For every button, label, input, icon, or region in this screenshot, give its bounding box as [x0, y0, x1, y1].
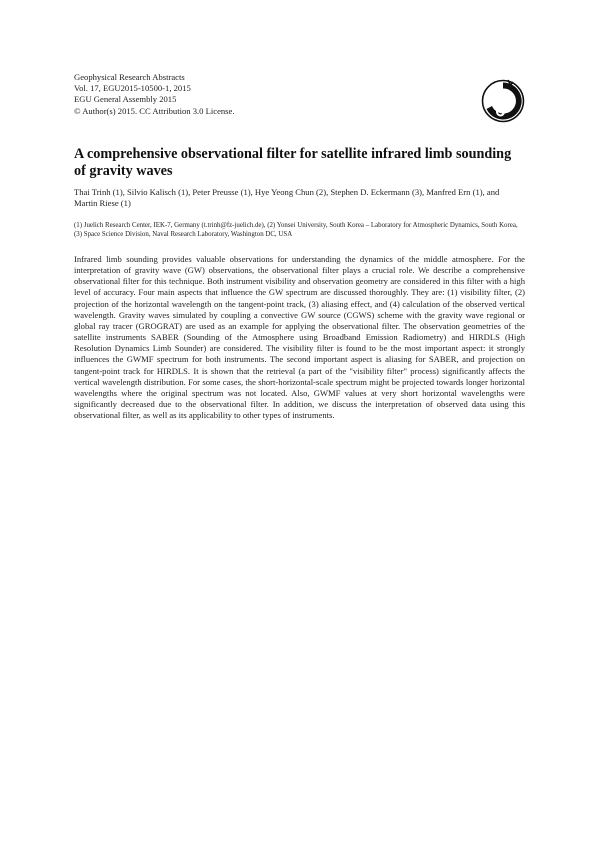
affiliation-list: (1) Juelich Research Center, IEK-7, Germany (t.trinh@fz-juelich.de), (2) Yonsei University, South Korea – Laboratory for Atmospheric Dynamics, South Korea, (3) Space Science Division, Naval Research Laboratory, Washington DC, USA — [74, 222, 518, 239]
journal-name: Geophysical Research Abstracts — [74, 72, 185, 82]
volume-info: Vol. 17, EGU2015-10500-1, 2015 — [74, 83, 191, 94]
author-list: Thai Trinh (1), Silvio Kalisch (1), Peter Preusse (1), Hye Yeong Chun (2), Stephen D. Eckermann (3), Manfred Ern (1), and Martin Riese (1) — [74, 187, 500, 209]
assembly-name: EGU General Assembly 2015 — [74, 94, 177, 105]
license-line: © Author(s) 2015. CC Attribution 3.0 License. — [74, 105, 235, 116]
abstract-text: Infrared limb sounding provides valuable observations for understanding the dynamics of the middle atmosphere. For the interpretation of gravity wave (GW) observations, the observational filter plays a crucial role. We describe a comprehensive observational filter for this technique. Both instrument visibility and observation geometry are considered in this filter with a high level of accuracy. Four main aspects that influence the GW spectrum are discussed thoroughly. They are: (1) visibility filter, (2) projection of the horizontal wavelength on the tangent-point track, (3) aliasing effect, and (4) calculation of the observed vertical wavelength. Gravity waves simulated by coupling a convective GW source (CGWS) scheme with the gravity wave regional or global ray tracer (GROGRAT) are used as an example for applying the observational filter. The observation geometries of the satellite instruments SABER (Sounding of the Atmosphere using Broadband Emission Radiometry) and HIRDLS (High Resolution Dynamics Limb Sounder) are considered. The visibility filter is found to be the most important aspect: it strongly influences the GWMF spectrum for both instruments. The second important aspect is aliasing for SABER, and projection on tangent-point track for HIRDLS. It is shown that the retrieval (a part of the "visibility filter" process) significantly affects the vertical wavelength distribution. For some cases, the short-horizontal-scale spectrum might be projected towards longer horizontal wavelengths where the original spectrum was not located. Also, GWMF values at very short horizontal wavelengths were significantly decreased due to the observational filter. In addition, we discuss the interpretation of observed data using this observational filter, as well as its applicability to other types of instruments. — [74, 254, 525, 421]
egu-logo-icon — [480, 78, 526, 124]
paper-title: A comprehensive observational filter for satellite infrared limb sounding of gravity waves — [74, 146, 512, 179]
header-block — [74, 72, 404, 117]
